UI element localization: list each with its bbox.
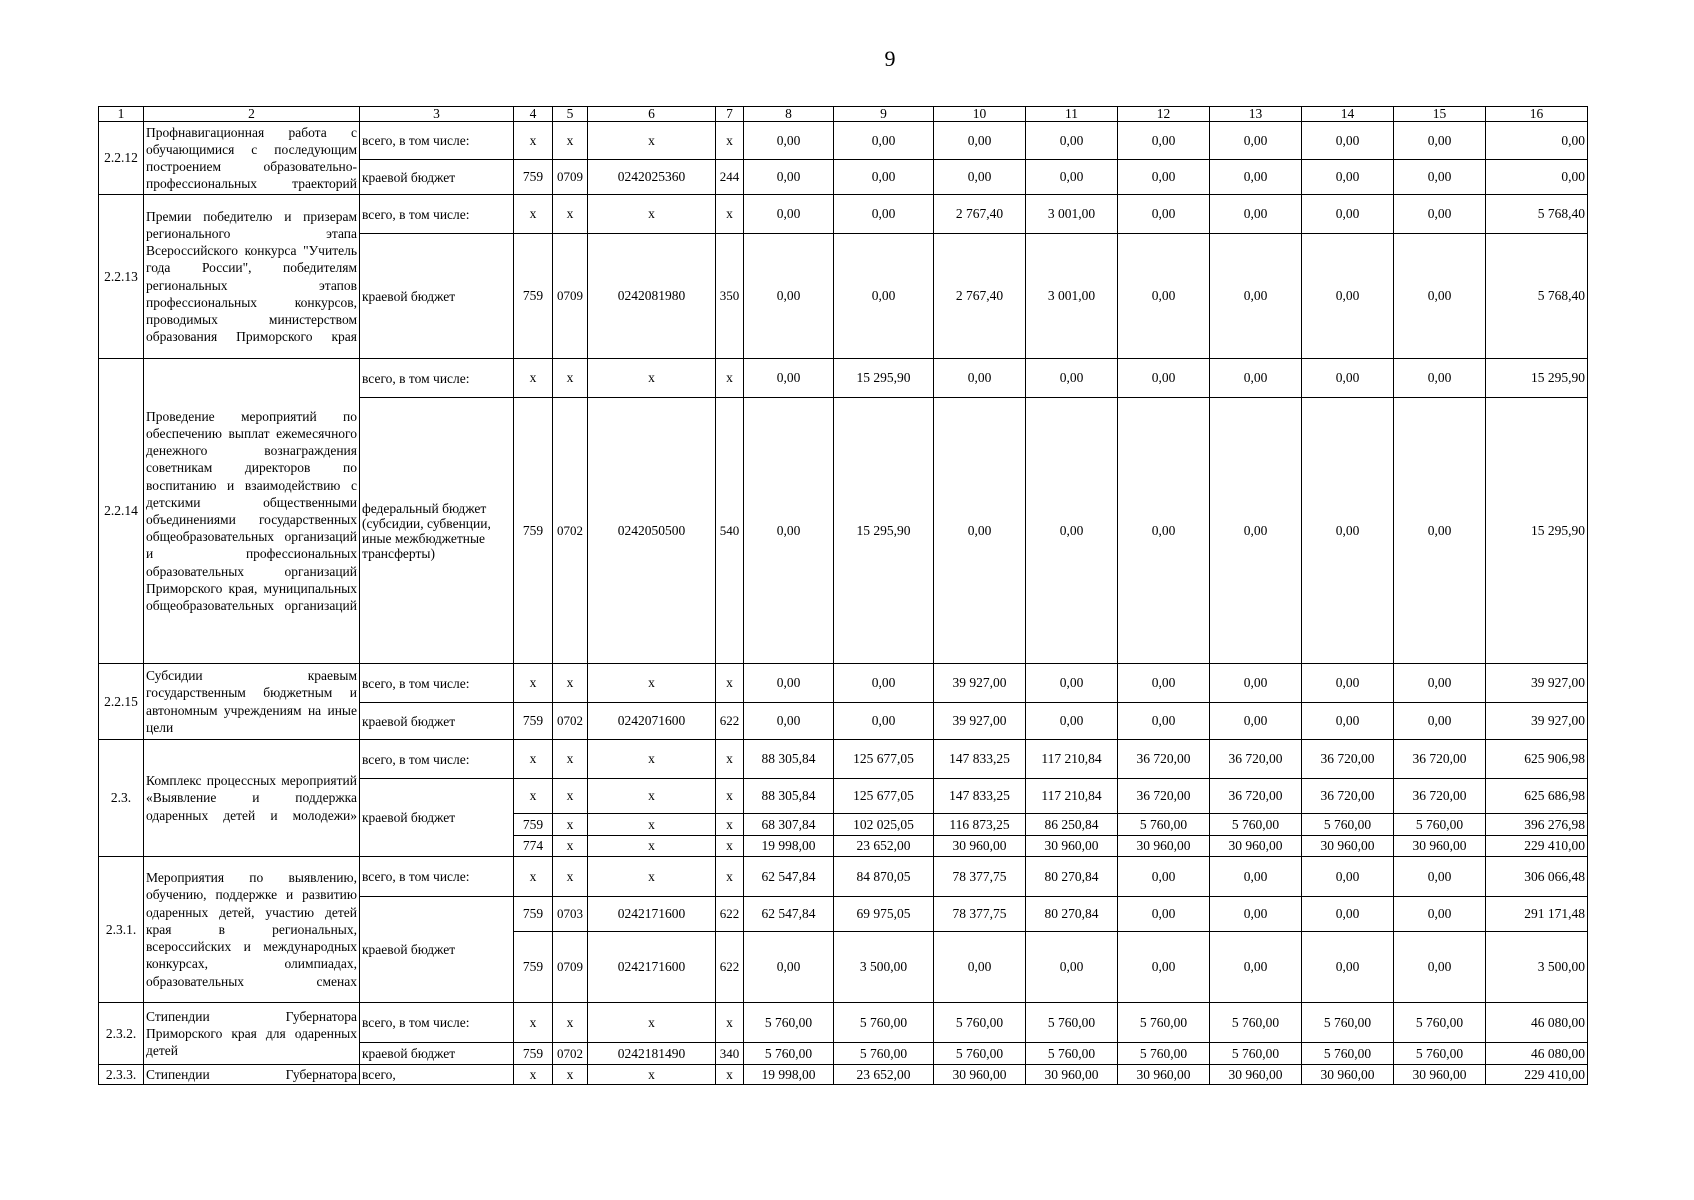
row-name: Субсидии краевым государственным бюджетным и автономным учреждениям на иные цели	[144, 664, 360, 740]
row-name: Профнавигационная работа с обучающимися с последующим построением образовательно-профессиональных траекторий	[144, 122, 360, 195]
funding-source: краевой бюджет	[360, 779, 514, 857]
code-cell: x	[588, 740, 716, 779]
funding-source: краевой бюджет	[360, 160, 514, 195]
value-cell: 5 760,00	[1394, 1043, 1486, 1065]
value-cell: 84 870,05	[834, 857, 934, 897]
code-cell: 0242181490	[588, 1043, 716, 1065]
value-cell: 23 652,00	[834, 1065, 934, 1085]
value-cell: 36 720,00	[1302, 740, 1394, 779]
value-cell: 0,00	[934, 932, 1026, 1003]
value-cell: 0,00	[1210, 857, 1302, 897]
value-cell: 5 760,00	[834, 1003, 934, 1043]
code-cell: x	[553, 836, 588, 857]
value-cell: 125 677,05	[834, 779, 934, 814]
header-cell: 9	[834, 107, 934, 122]
table-row	[99, 740, 1588, 779]
header-cell: 3	[360, 107, 514, 122]
code-cell: 0703	[553, 897, 588, 932]
code-cell: 350	[716, 234, 744, 359]
value-cell: 3 001,00	[1026, 234, 1118, 359]
value-cell: 0,00	[1118, 359, 1210, 398]
header-cell: 11	[1026, 107, 1118, 122]
value-cell: 30 960,00	[1210, 1065, 1302, 1085]
value-cell: 5 760,00	[934, 1003, 1026, 1043]
total-cell: 625 906,98	[1486, 740, 1588, 779]
funding-source: всего, в том числе:	[360, 195, 514, 234]
funding-source: всего, в том числе:	[360, 122, 514, 160]
value-cell: 0,00	[1394, 234, 1486, 359]
value-cell: 5 760,00	[1210, 1003, 1302, 1043]
total-cell: 5 768,40	[1486, 234, 1588, 359]
row-code: 2.3.2.	[99, 1003, 144, 1065]
value-cell: 0,00	[744, 122, 834, 160]
row-name: Мероприятия по выявлению, обучению, поддержке и развитию одаренных детей, участию детей края в региональных, всероссийских и международных конкурсах, олимпиадах, образовательных сменах	[144, 857, 360, 1003]
value-cell: 0,00	[744, 664, 834, 703]
code-cell: x	[716, 814, 744, 836]
code-cell: 0702	[553, 1043, 588, 1065]
value-cell: 0,00	[1394, 359, 1486, 398]
row-code: 2.3.3.	[99, 1065, 144, 1085]
code-cell: x	[716, 1003, 744, 1043]
header-cell: 10	[934, 107, 1026, 122]
value-cell: 5 760,00	[1302, 1003, 1394, 1043]
code-cell: 0242025360	[588, 160, 716, 195]
code-cell: x	[553, 1065, 588, 1085]
value-cell: 125 677,05	[834, 740, 934, 779]
code-cell: x	[716, 664, 744, 703]
value-cell: 19 998,00	[744, 1065, 834, 1085]
code-cell: 0242081980	[588, 234, 716, 359]
row-name: Премии победителю и призерам регионального этапа Всероссийского конкурса "Учитель года России", победителям региональных этапов профессиональных конкурсов, проводимых министерством образования Приморского края	[144, 195, 360, 359]
value-cell: 5 760,00	[934, 1043, 1026, 1065]
value-cell: 0,00	[1210, 234, 1302, 359]
value-cell: 147 833,25	[934, 740, 1026, 779]
total-cell: 15 295,90	[1486, 398, 1588, 664]
code-cell: x	[514, 779, 553, 814]
value-cell: 30 960,00	[1026, 836, 1118, 857]
code-cell: x	[514, 857, 553, 897]
value-cell: 0,00	[744, 932, 834, 1003]
code-cell: 340	[716, 1043, 744, 1065]
value-cell: 0,00	[834, 160, 934, 195]
value-cell: 36 720,00	[1302, 779, 1394, 814]
value-cell: 0,00	[1118, 398, 1210, 664]
code-cell: x	[553, 740, 588, 779]
value-cell: 117 210,84	[1026, 779, 1118, 814]
total-cell: 0,00	[1486, 122, 1588, 160]
value-cell: 30 960,00	[934, 1065, 1026, 1085]
value-cell: 36 720,00	[1210, 779, 1302, 814]
value-cell: 30 960,00	[1026, 1065, 1118, 1085]
row-code: 2.2.12	[99, 122, 144, 195]
code-cell: x	[716, 1065, 744, 1085]
code-cell: 759	[514, 234, 553, 359]
code-cell: x	[553, 814, 588, 836]
funding-source: всего, в том числе:	[360, 359, 514, 398]
total-cell: 625 686,98	[1486, 779, 1588, 814]
total-cell: 5 768,40	[1486, 195, 1588, 234]
funding-source: всего,	[360, 1065, 514, 1085]
code-cell: 0242171600	[588, 932, 716, 1003]
code-cell: x	[588, 195, 716, 234]
value-cell: 0,00	[1210, 160, 1302, 195]
value-cell: 5 760,00	[1118, 1003, 1210, 1043]
value-cell: 15 295,90	[834, 398, 934, 664]
header-cell: 4	[514, 107, 553, 122]
row-code: 2.3.1.	[99, 857, 144, 1003]
code-cell: x	[588, 814, 716, 836]
value-cell: 0,00	[1394, 398, 1486, 664]
value-cell: 0,00	[934, 398, 1026, 664]
value-cell: 5 760,00	[1118, 814, 1210, 836]
header-cell: 14	[1302, 107, 1394, 122]
table-row	[99, 857, 1588, 897]
value-cell: 0,00	[834, 234, 934, 359]
value-cell: 0,00	[1026, 398, 1118, 664]
value-cell: 0,00	[744, 234, 834, 359]
value-cell: 30 960,00	[1118, 1065, 1210, 1085]
code-cell: 244	[716, 160, 744, 195]
value-cell: 0,00	[1394, 932, 1486, 1003]
value-cell: 30 960,00	[934, 836, 1026, 857]
value-cell: 5 760,00	[744, 1003, 834, 1043]
code-cell: x	[553, 359, 588, 398]
code-cell: x	[716, 359, 744, 398]
code-cell: x	[514, 195, 553, 234]
code-cell: 0242171600	[588, 897, 716, 932]
value-cell: 0,00	[1026, 122, 1118, 160]
value-cell: 0,00	[1302, 664, 1394, 703]
total-cell: 306 066,48	[1486, 857, 1588, 897]
value-cell: 3 001,00	[1026, 195, 1118, 234]
row-code: 2.2.13	[99, 195, 144, 359]
value-cell: 3 500,00	[834, 932, 934, 1003]
value-cell: 2 767,40	[934, 234, 1026, 359]
value-cell: 0,00	[1210, 703, 1302, 740]
table-row	[99, 195, 1588, 234]
value-cell: 62 547,84	[744, 857, 834, 897]
value-cell: 5 760,00	[1394, 814, 1486, 836]
header-cell: 13	[1210, 107, 1302, 122]
code-cell: 622	[716, 703, 744, 740]
value-cell: 62 547,84	[744, 897, 834, 932]
value-cell: 0,00	[744, 359, 834, 398]
value-cell: 5 760,00	[834, 1043, 934, 1065]
value-cell: 5 760,00	[1302, 1043, 1394, 1065]
total-cell: 46 080,00	[1486, 1043, 1588, 1065]
value-cell: 0,00	[934, 359, 1026, 398]
code-cell: 0709	[553, 234, 588, 359]
code-cell: x	[588, 359, 716, 398]
code-cell: 0242071600	[588, 703, 716, 740]
header-cell: 8	[744, 107, 834, 122]
code-cell: 622	[716, 897, 744, 932]
value-cell: 0,00	[1026, 703, 1118, 740]
funding-source: всего, в том числе:	[360, 664, 514, 703]
page-number: 9	[884, 46, 896, 71]
code-cell: 0702	[553, 703, 588, 740]
value-cell: 0,00	[1302, 703, 1394, 740]
value-cell: 0,00	[1118, 932, 1210, 1003]
code-cell: x	[588, 1003, 716, 1043]
total-cell: 15 295,90	[1486, 359, 1588, 398]
value-cell: 2 767,40	[934, 195, 1026, 234]
value-cell: 117 210,84	[1026, 740, 1118, 779]
code-cell: 759	[514, 897, 553, 932]
value-cell: 0,00	[1026, 160, 1118, 195]
table-row	[99, 359, 1588, 398]
row-name: Стипендии Губернатора Приморского края для одаренных детей	[144, 1003, 360, 1065]
value-cell: 0,00	[744, 703, 834, 740]
code-cell: 759	[514, 814, 553, 836]
value-cell: 19 998,00	[744, 836, 834, 857]
code-cell: x	[553, 857, 588, 897]
header-cell: 6	[588, 107, 716, 122]
code-cell: x	[716, 122, 744, 160]
value-cell: 0,00	[1302, 857, 1394, 897]
total-cell: 39 927,00	[1486, 703, 1588, 740]
value-cell: 0,00	[1026, 664, 1118, 703]
value-cell: 30 960,00	[1394, 1065, 1486, 1085]
code-cell: x	[553, 1003, 588, 1043]
value-cell: 80 270,84	[1026, 857, 1118, 897]
total-cell: 229 410,00	[1486, 836, 1588, 857]
value-cell: 102 025,05	[834, 814, 934, 836]
value-cell: 0,00	[1302, 398, 1394, 664]
value-cell: 36 720,00	[1210, 740, 1302, 779]
value-cell: 0,00	[1210, 932, 1302, 1003]
value-cell: 0,00	[1118, 160, 1210, 195]
header-cell: 1	[99, 107, 144, 122]
funding-source: краевой бюджет	[360, 1043, 514, 1065]
code-cell: x	[588, 779, 716, 814]
value-cell: 0,00	[1118, 234, 1210, 359]
total-cell: 229 410,00	[1486, 1065, 1588, 1085]
value-cell: 0,00	[1302, 234, 1394, 359]
code-cell: 540	[716, 398, 744, 664]
code-cell: x	[514, 1003, 553, 1043]
value-cell: 5 760,00	[1302, 814, 1394, 836]
value-cell: 0,00	[1302, 160, 1394, 195]
header-cell: 16	[1486, 107, 1588, 122]
row-code: 2.3.	[99, 740, 144, 857]
total-cell: 396 276,98	[1486, 814, 1588, 836]
code-cell: 0702	[553, 398, 588, 664]
value-cell: 0,00	[1302, 122, 1394, 160]
value-cell: 5 760,00	[744, 1043, 834, 1065]
code-cell: x	[588, 664, 716, 703]
code-cell: x	[514, 1065, 553, 1085]
code-cell: x	[553, 195, 588, 234]
value-cell: 0,00	[1302, 932, 1394, 1003]
value-cell: 0,00	[934, 122, 1026, 160]
code-cell: 759	[514, 398, 553, 664]
code-cell: x	[514, 122, 553, 160]
funding-source: краевой бюджет	[360, 234, 514, 359]
value-cell: 5 760,00	[1118, 1043, 1210, 1065]
value-cell: 23 652,00	[834, 836, 934, 857]
value-cell: 0,00	[1394, 122, 1486, 160]
value-cell: 0,00	[1118, 195, 1210, 234]
value-cell: 5 760,00	[1394, 1003, 1486, 1043]
code-cell: x	[716, 740, 744, 779]
value-cell: 0,00	[934, 160, 1026, 195]
code-cell: x	[588, 857, 716, 897]
code-cell: x	[553, 779, 588, 814]
funding-source: краевой бюджет	[360, 897, 514, 1003]
value-cell: 116 873,25	[934, 814, 1026, 836]
table-row	[99, 122, 1588, 160]
value-cell: 0,00	[1210, 122, 1302, 160]
code-cell: 622	[716, 932, 744, 1003]
value-cell: 36 720,00	[1118, 740, 1210, 779]
value-cell: 0,00	[1302, 359, 1394, 398]
value-cell: 0,00	[1210, 195, 1302, 234]
code-cell: x	[514, 740, 553, 779]
funding-source: всего, в том числе:	[360, 857, 514, 897]
value-cell: 5 760,00	[1210, 1043, 1302, 1065]
code-cell: x	[716, 857, 744, 897]
code-cell: x	[588, 1065, 716, 1085]
value-cell: 30 960,00	[1210, 836, 1302, 857]
total-cell: 39 927,00	[1486, 664, 1588, 703]
value-cell: 0,00	[1302, 195, 1394, 234]
funding-source: всего, в том числе:	[360, 740, 514, 779]
total-cell: 0,00	[1486, 160, 1588, 195]
code-cell: x	[716, 195, 744, 234]
code-cell: x	[716, 836, 744, 857]
value-cell: 36 720,00	[1394, 779, 1486, 814]
value-cell: 0,00	[834, 122, 934, 160]
value-cell: 68 307,84	[744, 814, 834, 836]
code-cell: 0709	[553, 160, 588, 195]
row-name: Стипендии Губернатора	[144, 1065, 360, 1085]
value-cell: 39 927,00	[934, 703, 1026, 740]
total-cell: 3 500,00	[1486, 932, 1588, 1003]
value-cell: 0,00	[1210, 897, 1302, 932]
value-cell: 80 270,84	[1026, 897, 1118, 932]
value-cell: 0,00	[1394, 160, 1486, 195]
value-cell: 78 377,75	[934, 897, 1026, 932]
value-cell: 15 295,90	[834, 359, 934, 398]
code-cell: x	[716, 779, 744, 814]
value-cell: 5 760,00	[1026, 1043, 1118, 1065]
code-cell: 759	[514, 160, 553, 195]
table-row	[99, 1065, 1588, 1085]
value-cell: 0,00	[744, 195, 834, 234]
header-row	[99, 107, 1588, 122]
value-cell: 78 377,75	[934, 857, 1026, 897]
header-cell: 7	[716, 107, 744, 122]
value-cell: 30 960,00	[1118, 836, 1210, 857]
header-cell: 12	[1118, 107, 1210, 122]
value-cell: 0,00	[1118, 122, 1210, 160]
total-cell: 46 080,00	[1486, 1003, 1588, 1043]
value-cell: 0,00	[744, 398, 834, 664]
value-cell: 0,00	[1210, 398, 1302, 664]
value-cell: 30 960,00	[1302, 836, 1394, 857]
total-cell: 291 171,48	[1486, 897, 1588, 932]
code-cell: 759	[514, 932, 553, 1003]
funding-source: краевой бюджет	[360, 703, 514, 740]
header-cell: 5	[553, 107, 588, 122]
value-cell: 0,00	[1026, 932, 1118, 1003]
value-cell: 0,00	[1302, 897, 1394, 932]
value-cell: 0,00	[834, 703, 934, 740]
value-cell: 30 960,00	[1302, 1065, 1394, 1085]
value-cell: 0,00	[1118, 664, 1210, 703]
value-cell: 0,00	[1118, 897, 1210, 932]
value-cell: 86 250,84	[1026, 814, 1118, 836]
funding-source: всего, в том числе:	[360, 1003, 514, 1043]
value-cell: 88 305,84	[744, 779, 834, 814]
funding-source: федеральный бюджет (субсидии, субвенции, иные межбюджетные трансферты)	[360, 398, 514, 664]
value-cell: 88 305,84	[744, 740, 834, 779]
value-cell: 0,00	[1210, 359, 1302, 398]
value-cell: 0,00	[1394, 897, 1486, 932]
code-cell: 0242050500	[588, 398, 716, 664]
code-cell: 759	[514, 703, 553, 740]
value-cell: 0,00	[1394, 664, 1486, 703]
value-cell: 0,00	[1118, 703, 1210, 740]
value-cell: 0,00	[1118, 857, 1210, 897]
code-cell: x	[514, 359, 553, 398]
value-cell: 0,00	[1026, 359, 1118, 398]
row-code: 2.2.14	[99, 359, 144, 664]
value-cell: 0,00	[834, 195, 934, 234]
value-cell: 0,00	[744, 160, 834, 195]
value-cell: 0,00	[1394, 195, 1486, 234]
code-cell: x	[553, 122, 588, 160]
code-cell: 0709	[553, 932, 588, 1003]
code-cell: x	[588, 122, 716, 160]
table-row	[99, 664, 1588, 703]
value-cell: 36 720,00	[1394, 740, 1486, 779]
table-row	[99, 1003, 1588, 1043]
header-cell: 2	[144, 107, 360, 122]
value-cell: 0,00	[1394, 703, 1486, 740]
value-cell: 5 760,00	[1026, 1003, 1118, 1043]
value-cell: 0,00	[1394, 857, 1486, 897]
code-cell: x	[553, 664, 588, 703]
row-code: 2.2.15	[99, 664, 144, 740]
value-cell: 39 927,00	[934, 664, 1026, 703]
value-cell: 147 833,25	[934, 779, 1026, 814]
value-cell: 36 720,00	[1118, 779, 1210, 814]
code-cell: x	[588, 836, 716, 857]
budget-table	[98, 106, 1588, 1085]
value-cell: 5 760,00	[1210, 814, 1302, 836]
header-cell: 15	[1394, 107, 1486, 122]
row-name: Комплекс процессных мероприятий «Выявление и поддержка одаренных детей и молодежи»	[144, 740, 360, 857]
code-cell: 759	[514, 1043, 553, 1065]
value-cell: 30 960,00	[1394, 836, 1486, 857]
code-cell: x	[514, 664, 553, 703]
row-name: Проведение мероприятий по обеспечению выплат ежемесячного денежного вознаграждения советникам директоров по воспитанию и взаимодействию с детскими общественными объединениями государственных общеобразовательных организаций и профессиональных образовательных организаций Приморского края, муниципальных общеобразовательных организаций	[144, 359, 360, 664]
value-cell: 69 975,05	[834, 897, 934, 932]
code-cell: 774	[514, 836, 553, 857]
value-cell: 0,00	[834, 664, 934, 703]
value-cell: 0,00	[1210, 664, 1302, 703]
